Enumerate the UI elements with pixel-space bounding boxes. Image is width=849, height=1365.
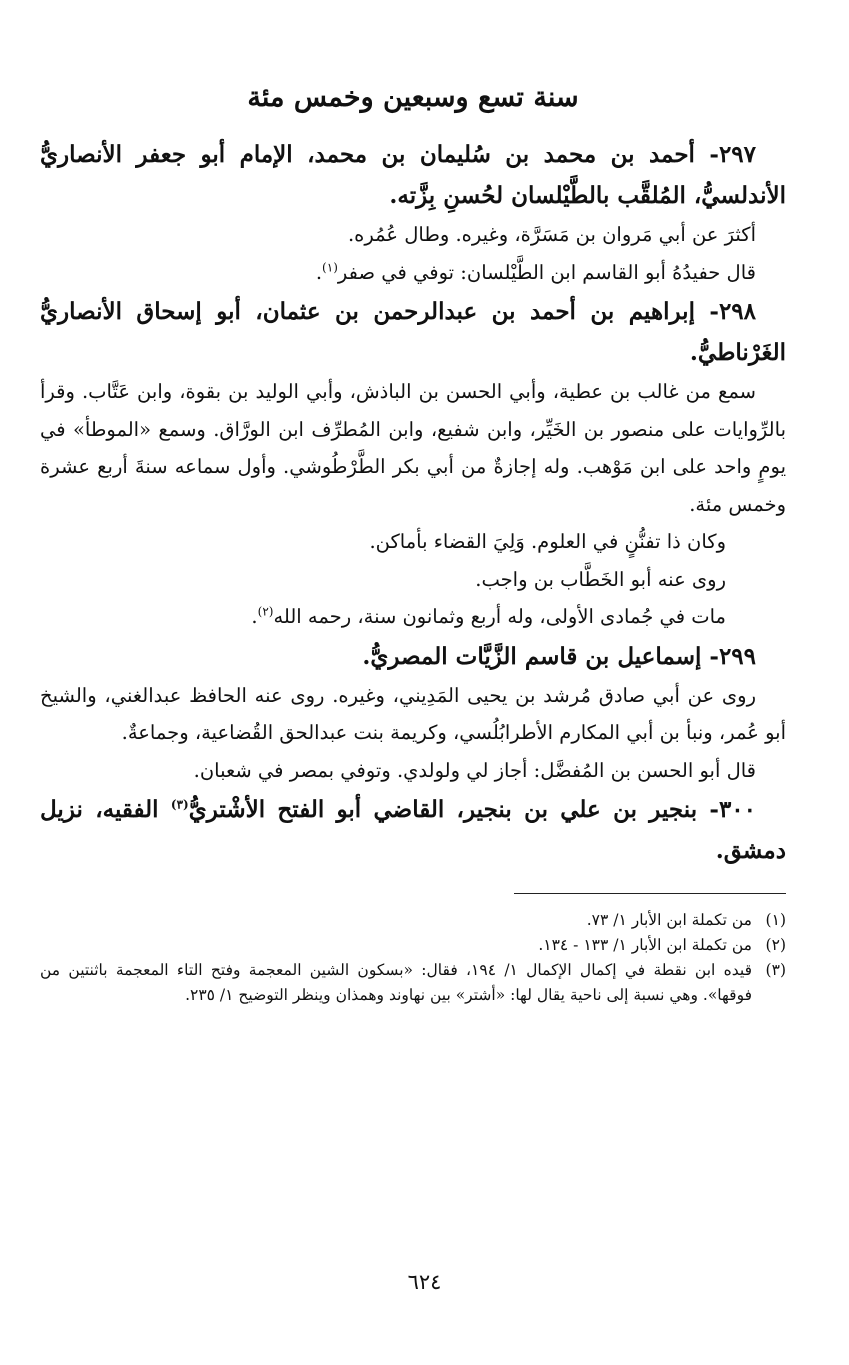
footnote-2-text: من تكملة ابن الأبار ١/ ١٣٣ - ١٣٤. [538, 936, 752, 954]
entry-heading-300-end: الفقيه، نزيل دمشق. [40, 796, 786, 864]
footnote-divider [514, 893, 786, 894]
entry-298-paragraph-3: روى عنه أبو الخَطَّاب بن واجب. [475, 567, 726, 591]
entry-298-paragraph-2: وكان ذا تفنُّنٍ في العلوم. وَلِيَ القضاء بأماكن. [369, 530, 726, 553]
footnote-1 [40, 908, 786, 933]
entry-298-paragraph-1: سمع من غالب بن عطية، وأبي الحسن بن الباذش، وأبي الوليد بن بقوة، وابن عَتَّاب. وقرأ بالرِّوايات على منصور بن الخَيِّر، وابن شفيع، وابن المُطرِّف ابن الورَّاق. وسمع «الموطأ» في يومٍ واحد على ابن مَوْهب. وله إجازةٌ من أبي بكر الطَّرْطُوشي. وأول سماعه سنةَ أربع عشرة وخمس مئة. [40, 380, 786, 516]
entry-heading-300 [40, 789, 786, 871]
entry-298-paragraph-4: مات في جُمادى الأولى، وله أربع وثمانون سنة، رحمه الله$^{(٢)}$. [251, 604, 726, 628]
entry-heading-298: ٢٩٨- إبراهيم بن أحمد بن عبدالرحمن بن عثمان، أبو إسحاق الأنصاريُّ الغَرْناطيُّ. [40, 298, 786, 366]
footnote-ref-1[interactable]: (١) [322, 260, 338, 274]
footnote-2-number: (٢) [765, 936, 786, 954]
entry-297-paragraph-2: قال حفيدُهُ أبو القاسم ابن الطَّيْلسان: توفي في صفر$^{(١)}$. [315, 260, 756, 284]
entry-heading-300-start: ٣٠٠- بنجير بن علي بن بنجير، القاضي أبو الفتح الأشْتريُّ [188, 796, 756, 823]
page-number: ٦٢٤ [407, 1270, 442, 1294]
entry-heading-299: ٢٩٩- إسماعيل بن قاسم الزَّيَّات المصريُّ. [362, 642, 756, 670]
footnote-3-number: (٣) [765, 961, 786, 979]
entry-299-paragraph-2: قال أبو الحسن بن المُفضَّل: أجاز لي ولولدي. وتوفي بمصر في شعبان. [193, 758, 756, 782]
page-content [40, 78, 786, 1008]
entry-297-paragraph-1: أكثرَ عن أبي مَروان بن مَسَرَّة، وغيره. وطال عُمُره. [347, 223, 756, 246]
entry-297-paragraph-2-text: قال حفيدُهُ أبو القاسم ابن الطَّيْلسان: توفي في صفر [337, 260, 756, 284]
footnote-1-text: من تكملة ابن الأبار ١/ ٧٣. [586, 911, 752, 929]
footnote-1-number: (١) [765, 911, 786, 929]
footnotes [40, 908, 786, 1008]
page-title: سنة تسع وسبعين وخمس مئة [247, 82, 579, 113]
footnote-2 [40, 933, 786, 958]
footnote-ref-3[interactable]: (٣) [170, 797, 189, 812]
footnote-3 [40, 958, 786, 1008]
entry-298-paragraph-4-text: مات في جُمادى الأولى، وله أربع وثمانون سنة، رحمه الله [273, 605, 726, 628]
footnote-ref-2[interactable]: (٢) [257, 604, 274, 619]
entry-heading-297: ٢٩٧- أحمد بن محمد بن سُليمان بن محمد، الإمام أبو جعفر الأنصاريُّ الأندلسيُّ، المُلقَّب بالطَّيْلسان لحُسنِ بِزَّته. [40, 141, 786, 209]
entry-299-paragraph-1: روى عن أبي صادق مُرشد بن يحيى المَدِيني، وغيره. روى عنه الحافظ عبدالغني، والشيخ أبو عُمر، ونبأ بن أبي المكارم الأطرابُلُسي، وكريمة بنت عبدالحق القُضاعية، وجماعةٌ. [40, 683, 786, 744]
footnote-3-text: قيده ابن نقطة في إكمال الإكمال ١/ ١٩٤، فقال: «بسكون الشين المعجمة وفتح التاء المعجمة باثنتين من فوقها». وهي نسبة إلى ناحية يقال لها: «أشتر» بين نهاوند وهمذان وينظر التوضيح ١/ ٢٣٥. [40, 961, 752, 1004]
